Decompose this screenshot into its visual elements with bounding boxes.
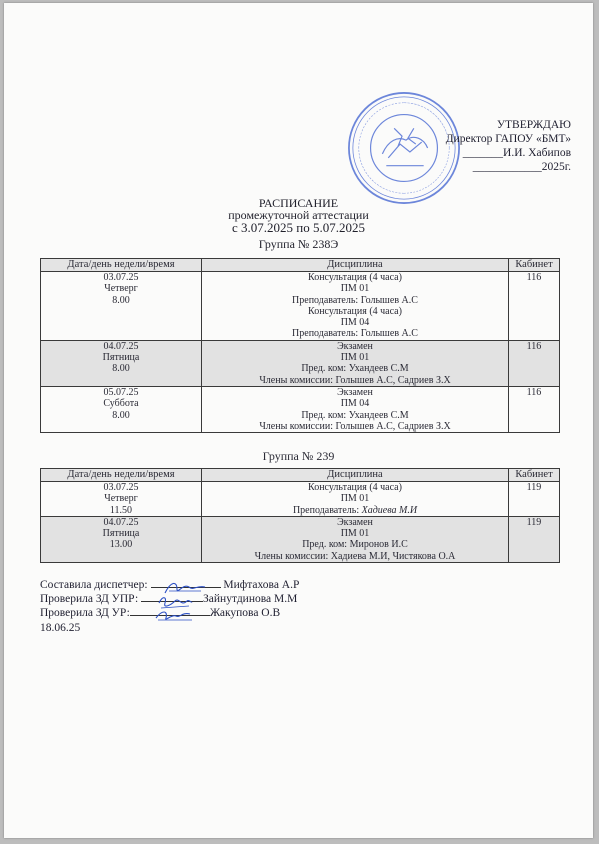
discipline-cell — [202, 386, 509, 432]
room-cell: 116 — [509, 386, 560, 432]
discipline-line: Экзамен — [337, 340, 373, 352]
group-239-title: Группа № 239 — [262, 449, 335, 463]
date-cell — [41, 340, 202, 386]
signature-name: Зайнутдинова М.М — [203, 593, 298, 606]
col-room-header: Кабинет — [509, 259, 560, 272]
teacher-line — [204, 505, 506, 516]
approve-position: Директор ГАПОУ «БМТ» — [445, 133, 571, 145]
col-date-header: Дата/день недели/время — [41, 469, 202, 482]
weekday: Пятница — [102, 528, 140, 540]
discipline-line: ПМ 01 — [340, 352, 370, 364]
signature-blank — [130, 615, 210, 616]
weekday: Суббота — [103, 398, 139, 410]
discipline-line: Преподаватель: Голышев А.С — [292, 294, 418, 306]
signature-line-dispatcher — [40, 578, 299, 592]
signature-name: Мифтахова А.Р — [220, 579, 300, 591]
signature-label: Проверила ЗД УР: — [40, 607, 130, 620]
discipline-cell — [202, 272, 509, 341]
time: 8.00 — [112, 363, 130, 375]
teacher-label: Преподаватель: — [292, 504, 362, 516]
discipline-line: ПМ 04 — [340, 317, 370, 329]
discipline-line: Экзамен — [337, 386, 373, 398]
discipline-line: Члены комиссии: Голышев А.С, Садриев З.Х — [259, 374, 451, 386]
time: 8.00 — [112, 294, 130, 306]
date-cell — [41, 386, 202, 432]
discipline-cell — [202, 516, 509, 562]
handwritten-signature — [154, 606, 194, 626]
signature-line-ur — [40, 606, 299, 620]
discipline-line: ПМ 01 — [340, 283, 370, 295]
date-cell — [41, 272, 202, 341]
col-date-header: Дата/день недели/время — [41, 259, 202, 272]
schedule-table-238 — [40, 258, 560, 433]
date: 03.07.25 — [103, 482, 139, 493]
discipline-cell — [202, 482, 509, 517]
approval-block — [446, 118, 571, 174]
discipline-line: ПМ 01 — [340, 493, 370, 505]
discipline-line: Консультация (4 часа) — [308, 272, 402, 283]
signature-line-upr — [40, 592, 299, 606]
col-discipline-header: Дисциплина — [202, 469, 509, 482]
discipline-line: Экзамен — [337, 516, 373, 528]
signature-name: Жакупова О.В — [209, 607, 281, 620]
discipline-line: ПМ 01 — [340, 528, 370, 540]
signature-block — [40, 578, 299, 635]
col-discipline-header: Дисциплина — [202, 259, 509, 272]
discipline-line: Преподаватель: Голышев А.С — [292, 328, 418, 340]
group-238-title: Группа № 238Э — [258, 237, 339, 251]
approve-date: ____________2025г. — [472, 161, 571, 173]
time: 8.00 — [112, 409, 130, 421]
date: 04.07.25 — [103, 516, 139, 528]
time: 13.00 — [109, 539, 133, 551]
table-row — [41, 482, 560, 517]
discipline-cell — [202, 340, 509, 386]
room-cell: 116 — [509, 272, 560, 341]
date-cell — [41, 516, 202, 562]
discipline-line: Члены комиссии: Голышев А.С, Садриев З.Х — [259, 420, 451, 432]
teacher-name: Хадиева М.И — [361, 504, 418, 516]
room-cell: 116 — [509, 340, 560, 386]
signature-blank — [141, 601, 203, 602]
signature-blank — [151, 587, 221, 588]
time: 11.50 — [109, 504, 133, 516]
table-row — [41, 272, 560, 341]
col-room-header: Кабинет — [509, 469, 560, 482]
document-date: 18.06.25 — [40, 621, 81, 634]
discipline-line: Члены комиссии: Хадиева М.И, Чистякова О.А — [254, 550, 456, 562]
signature-label: Проверила ЗД УПР: — [40, 593, 142, 606]
doc-title: РАСПИСАНИЕ — [258, 196, 339, 210]
schedule-table-239 — [40, 468, 560, 563]
document-page — [4, 3, 593, 838]
date: 03.07.25 — [103, 272, 139, 283]
approve-heading: УТВЕРЖДАЮ — [496, 119, 571, 131]
table-header-row — [41, 259, 560, 272]
discipline-line: ПМ 04 — [340, 398, 370, 410]
room-cell: 119 — [509, 482, 560, 517]
table-row — [41, 340, 560, 386]
doc-subtitle: промежуточной аттестации — [228, 208, 369, 222]
discipline-line: Консультация (4 часа) — [308, 482, 402, 493]
discipline-line: Пред. ком: Ухандеев С.М — [301, 363, 409, 375]
weekday: Четверг — [104, 283, 138, 295]
table-row — [41, 516, 560, 562]
signature-label: Составила диспетчер: — [40, 579, 151, 591]
date: 04.07.25 — [103, 340, 139, 352]
discipline-line: Пред. ком: Ухандеев С.М — [301, 409, 409, 421]
weekday: Четверг — [104, 493, 138, 505]
room-cell: 119 — [509, 516, 560, 562]
date-cell — [41, 482, 202, 517]
table-header-row — [41, 469, 560, 482]
date: 05.07.25 — [103, 386, 139, 398]
doc-period: с 3.07.2025 по 5.07.2025 — [232, 220, 365, 235]
table-row — [41, 386, 560, 432]
discipline-line: Пред. ком: Миронов И.С — [302, 539, 408, 551]
discipline-line: Консультация (4 часа) — [308, 305, 402, 317]
approve-director: _______И.И. Хабипов — [462, 147, 571, 159]
weekday: Пятница — [102, 352, 140, 364]
